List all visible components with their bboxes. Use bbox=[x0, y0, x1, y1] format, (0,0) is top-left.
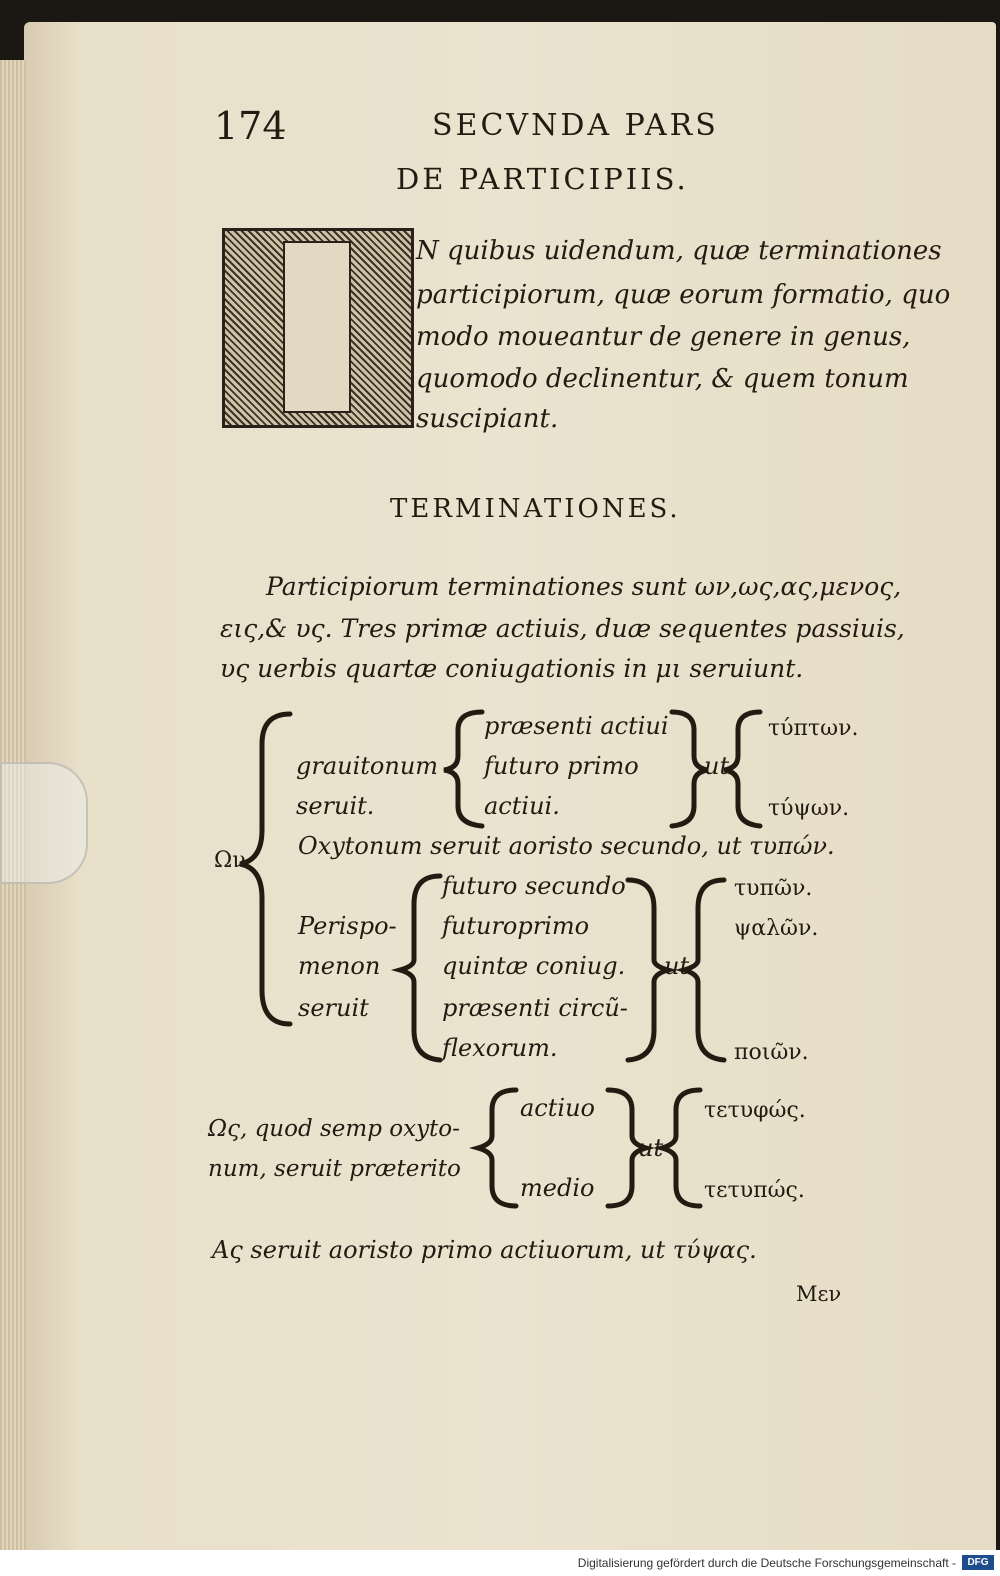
intro-line-1: N quibus uidendum, quæ terminationes bbox=[416, 236, 942, 266]
paragraph-line-1: Participiorum terminationes sunt ων,ως,ας,μενος, bbox=[266, 572, 902, 601]
example-tetypos: τετυπώς. bbox=[704, 1178, 805, 1203]
footer-credit: Digitalisierung gefördert durch die Deutsche Forschungsgemeinschaft - bbox=[577, 1556, 956, 1570]
intro-line-4: quomodo declinentur, & quem tonum bbox=[416, 364, 909, 394]
catchword: Μεν bbox=[796, 1282, 842, 1306]
example-tetyphos: τετυφώς. bbox=[704, 1098, 806, 1123]
example-typson: τύψων. bbox=[768, 796, 850, 821]
os-line-1: Ως, quod semp oxyto- bbox=[208, 1116, 460, 1142]
paragraph-line-2: εις,& υς. Tres primæ actiuis, duæ sequentes passiuis, bbox=[220, 614, 905, 643]
running-title: SECVNDA PARS bbox=[432, 108, 719, 143]
futuro-primo: futuro primo bbox=[484, 752, 639, 780]
intro-line-3: modo moueantur de genere in genus, bbox=[416, 322, 911, 352]
initial-letter-shape bbox=[283, 241, 351, 413]
os-line-2: num, seruit præterito bbox=[208, 1156, 461, 1182]
oxytonum-line: Oxytonum seruit aoristo secundo, ut τυπών. bbox=[298, 832, 835, 860]
decorated-initial-i bbox=[222, 228, 414, 428]
menon-label: menon bbox=[298, 952, 381, 980]
intro-line-5: suscipiant. bbox=[416, 404, 559, 434]
actiui-label: actiui. bbox=[484, 792, 560, 820]
example-psalon: ψαλῶν. bbox=[734, 916, 819, 941]
grauitonum-label: grauitonum bbox=[296, 752, 439, 780]
as-line: Ας seruit aoristo primo actiuorum, ut τύψας. bbox=[212, 1236, 757, 1264]
quintae-coniug: quintæ coniug. bbox=[442, 952, 626, 980]
perispo-label: Perispo- bbox=[298, 912, 397, 940]
intro-line-2: participiorum, quæ eorum formatio, quo bbox=[416, 280, 951, 310]
dfg-logo: DFG bbox=[962, 1555, 994, 1570]
paragraph-line-3: υς uerbis quartæ coniugationis in μι seruiunt. bbox=[220, 654, 804, 683]
ut-label-2: ut bbox=[664, 952, 690, 980]
example-typon: τυπῶν. bbox=[734, 876, 813, 901]
medio-label: medio bbox=[520, 1174, 595, 1202]
page-clip bbox=[0, 762, 88, 884]
seruit-label-1: seruit. bbox=[296, 792, 375, 820]
praesenti-actiui: præsenti actiui bbox=[484, 712, 669, 740]
seruit-label-2: seruit bbox=[298, 994, 369, 1022]
futuroprimo: futuroprimo bbox=[442, 912, 590, 940]
praesenti-circum: præsenti circũ- bbox=[442, 994, 628, 1022]
subheading: TERMINATIONES. bbox=[390, 494, 681, 524]
footer-bar bbox=[0, 1550, 1000, 1576]
table-root-label: Ων bbox=[214, 848, 246, 873]
page-number: 174 bbox=[214, 104, 287, 148]
futuro-secundo: futuro secundo bbox=[442, 872, 626, 900]
example-typton: τύπτων. bbox=[768, 716, 859, 741]
actiuo-label: actiuo bbox=[520, 1094, 595, 1122]
section-title: DE PARTICIPIIS. bbox=[396, 162, 689, 196]
ut-label-1: ut bbox=[704, 752, 730, 780]
flexorum: flexorum. bbox=[442, 1034, 558, 1062]
ut-label-3: ut bbox=[638, 1134, 664, 1162]
example-poion: ποιῶν. bbox=[734, 1040, 809, 1065]
